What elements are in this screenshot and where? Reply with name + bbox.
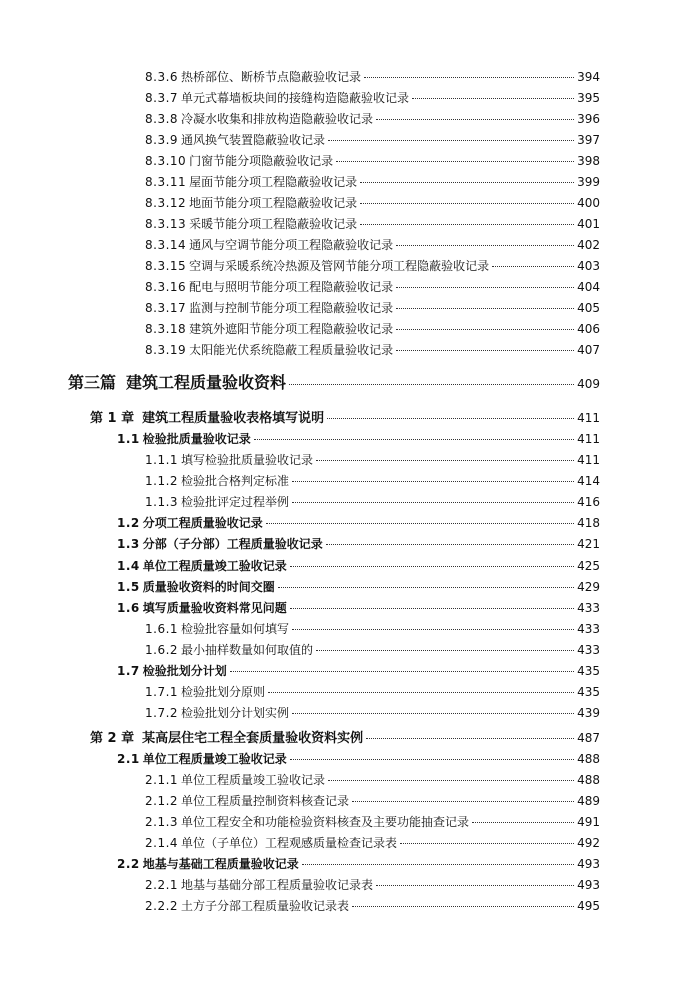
toc-entry[interactable] (145, 301, 600, 315)
entry-title: 单元式幕墙板块间的接缝构造隐蔽验收记录 (181, 91, 410, 105)
dot-leader (472, 822, 574, 823)
toc-entry[interactable] (145, 899, 600, 913)
dot-leader (292, 502, 574, 503)
toc-entry[interactable] (90, 731, 600, 746)
entry-title: 检验批划分原则 (181, 685, 266, 699)
dot-leader (268, 692, 574, 693)
page-number: 411 (577, 432, 600, 446)
toc-entry[interactable] (145, 175, 600, 189)
page-number: 404 (577, 280, 600, 294)
page-number: 433 (577, 622, 600, 636)
entry-title: 单位工程质量竣工验收记录 (181, 773, 326, 787)
page-number: 401 (577, 217, 600, 231)
entry-number: 1.6 (117, 601, 140, 615)
toc-entry[interactable] (68, 374, 600, 393)
dot-leader (302, 864, 574, 865)
dot-leader (292, 629, 574, 630)
page-number: 435 (577, 664, 600, 678)
entry-number: 1.2 (117, 516, 140, 530)
dot-leader (292, 481, 574, 482)
entry-number: 8.3.18 (145, 322, 187, 336)
entry-number: 第 1 章 (90, 411, 135, 426)
toc-entry[interactable] (145, 685, 600, 699)
dot-leader (352, 801, 574, 802)
entry-title: 检验批划分计划 (142, 664, 227, 678)
entry-title: 单位（子单位）工程观感质量检查记录表 (181, 836, 398, 850)
entry-number: 2.1.1 (145, 773, 179, 787)
entry-title: 检验批评定过程举例 (181, 495, 290, 509)
entry-number: 8.3.14 (145, 238, 187, 252)
entry-title: 填写质量验收资料常见问题 (142, 601, 287, 615)
page-number: 406 (577, 322, 600, 336)
entry-title: 土方子分部工程质量验收记录表 (181, 899, 350, 913)
page-number: 402 (577, 238, 600, 252)
dot-leader (396, 350, 574, 351)
entry-title: 地面节能分项工程隐蔽验收记录 (189, 196, 358, 210)
entry-title: 太阳能光伏系统隐蔽工程质量验收记录 (189, 343, 394, 357)
page-number: 433 (577, 601, 600, 615)
toc-entry[interactable] (117, 516, 600, 530)
dot-leader (316, 460, 574, 461)
entry-number: 1.7 (117, 664, 140, 678)
toc-entry[interactable] (90, 411, 600, 426)
page-number: 435 (577, 685, 600, 699)
entry-number: 2.1.3 (145, 815, 179, 829)
toc-entry[interactable] (145, 238, 600, 252)
entry-number: 8.3.16 (145, 280, 187, 294)
page-number: 396 (577, 112, 600, 126)
entry-title: 热桥部位、断桥节点隐蔽验收记录 (181, 70, 362, 84)
entry-number: 2.1.2 (145, 794, 179, 808)
dot-leader (364, 77, 574, 78)
page-number: 439 (577, 706, 600, 720)
dot-leader (360, 224, 574, 225)
toc-entry[interactable] (117, 580, 600, 594)
entry-number: 8.3.15 (145, 259, 187, 273)
dot-leader (326, 544, 574, 545)
toc-entry[interactable] (117, 432, 600, 446)
entry-number: 2.2.2 (145, 899, 179, 913)
toc-entry[interactable] (145, 133, 600, 147)
toc-entry[interactable] (145, 112, 600, 126)
entry-title: 检验批质量验收记录 (142, 432, 251, 446)
toc-entry[interactable] (145, 70, 600, 84)
entry-number: 1.3 (117, 537, 140, 551)
entry-number: 8.3.13 (145, 217, 187, 231)
entry-title: 质量验收资料的时间交圈 (142, 580, 275, 594)
entry-number: 第 2 章 (90, 731, 135, 746)
page-number: 403 (577, 259, 600, 273)
entry-title: 单位工程质量控制资料核查记录 (181, 794, 350, 808)
entry-number: 8.3.7 (145, 91, 179, 105)
entry-title: 单位工程质量竣工验收记录 (142, 559, 287, 573)
toc-entry[interactable] (145, 280, 600, 294)
page-number: 400 (577, 196, 600, 210)
dot-leader (396, 287, 574, 288)
entry-number: 1.6.2 (145, 643, 179, 657)
dot-leader (360, 182, 574, 183)
dot-leader (396, 245, 574, 246)
dot-leader (290, 759, 574, 760)
entry-number: 1.4 (117, 559, 140, 573)
toc-entry[interactable] (145, 622, 600, 636)
dot-leader (376, 119, 574, 120)
dot-leader (376, 885, 574, 886)
page-number: 493 (577, 878, 600, 892)
entry-title: 冷凝水收集和排放构造隐蔽验收记录 (181, 112, 374, 126)
page-number: 416 (577, 495, 600, 509)
toc-entry[interactable] (145, 259, 600, 273)
dot-leader (328, 780, 574, 781)
dot-leader (316, 650, 574, 651)
dot-leader (400, 843, 574, 844)
dot-leader (266, 523, 574, 524)
dot-leader (352, 906, 574, 907)
page-number: 411 (577, 411, 600, 425)
entry-number: 2.2 (117, 857, 140, 871)
dot-leader (360, 203, 574, 204)
entry-title: 门窗节能分项隐蔽验收记录 (189, 154, 334, 168)
toc-entry[interactable] (145, 794, 600, 808)
toc-entry[interactable] (145, 773, 600, 787)
entry-title: 单位工程安全和功能检验资料核查及主要功能抽查记录 (181, 815, 470, 829)
toc-entry[interactable] (145, 91, 600, 105)
dot-leader (412, 98, 574, 99)
dot-leader (289, 384, 574, 385)
entry-title: 采暖节能分项工程隐蔽验收记录 (189, 217, 358, 231)
entry-number: 2.2.1 (145, 878, 179, 892)
toc-entry[interactable] (117, 664, 600, 678)
entry-number: 8.3.11 (145, 175, 187, 189)
dot-leader (366, 738, 574, 739)
dot-leader (230, 671, 574, 672)
entry-number: 1.7.2 (145, 706, 179, 720)
dot-leader (336, 161, 574, 162)
page-number: 411 (577, 453, 600, 467)
toc-entry[interactable] (145, 217, 600, 231)
entry-number: 8.3.19 (145, 343, 187, 357)
toc-entry[interactable] (145, 815, 600, 829)
entry-title: 通风与空调节能分项工程隐蔽验收记录 (189, 238, 394, 252)
entry-title: 建筑工程质量验收表格填写说明 (142, 411, 325, 426)
toc-entry[interactable] (145, 706, 600, 720)
toc-entry[interactable] (117, 857, 600, 871)
page-number: 407 (577, 343, 600, 357)
entry-title: 检验批容量如何填写 (181, 622, 290, 636)
page-number: 414 (577, 474, 600, 488)
entry-number: 2.1.4 (145, 836, 179, 850)
entry-title: 配电与照明节能分项工程隐蔽验收记录 (189, 280, 394, 294)
page-number: 425 (577, 559, 600, 573)
toc-entry[interactable] (145, 643, 600, 657)
entry-title: 空调与采暖系统冷热源及管网节能分项工程隐蔽验收记录 (189, 259, 490, 273)
entry-title: 分部（子分部）工程质量验收记录 (142, 537, 323, 551)
page-number: 395 (577, 91, 600, 105)
toc-entry[interactable] (145, 322, 600, 336)
entry-number: 1.5 (117, 580, 140, 594)
entry-number: 1.1.2 (145, 474, 179, 488)
dot-leader (254, 439, 574, 440)
page-number: 394 (577, 70, 600, 84)
entry-title: 屋面节能分项工程隐蔽验收记录 (189, 175, 358, 189)
page-number: 433 (577, 643, 600, 657)
page-number: 491 (577, 815, 600, 829)
entry-title: 建筑外遮阳节能分项工程隐蔽验收记录 (189, 322, 394, 336)
page-number: 429 (577, 580, 600, 594)
entry-title: 填写检验批质量验收记录 (181, 453, 314, 467)
toc-entry[interactable] (145, 196, 600, 210)
page-number: 418 (577, 516, 600, 530)
entry-title: 建筑工程质量验收资料 (126, 373, 287, 392)
entry-title: 分项工程质量验收记录 (142, 516, 263, 530)
entry-title: 地基与基础分部工程质量验收记录表 (181, 878, 374, 892)
entry-title: 最小抽样数量如何取值的 (181, 643, 314, 657)
entry-number: 8.3.10 (145, 154, 187, 168)
entry-number: 1.1.3 (145, 495, 179, 509)
entry-title: 通风换气装置隐蔽验收记录 (181, 133, 326, 147)
entry-number: 1.7.1 (145, 685, 179, 699)
page-number: 488 (577, 752, 600, 766)
toc-entry[interactable] (145, 836, 600, 850)
entry-number: 8.3.6 (145, 70, 179, 84)
dot-leader (328, 140, 574, 141)
entry-title: 某高层住宅工程全套质量验收资料实例 (142, 731, 364, 746)
entry-number: 1.1.1 (145, 453, 179, 467)
dot-leader (292, 713, 574, 714)
dot-leader (278, 587, 574, 588)
dot-leader (327, 418, 574, 419)
page-number: 397 (577, 133, 600, 147)
dot-leader (290, 566, 574, 567)
toc-entry[interactable] (117, 752, 600, 766)
page-number: 421 (577, 537, 600, 551)
toc-entry[interactable] (145, 878, 600, 892)
entry-title: 检验批划分计划实例 (181, 706, 290, 720)
entry-title: 地基与基础工程质量验收记录 (142, 857, 299, 871)
entry-title: 监测与控制节能分项工程隐蔽验收记录 (189, 301, 394, 315)
toc-entry[interactable] (117, 537, 600, 551)
toc-entry[interactable] (145, 495, 600, 509)
entry-title: 单位工程质量竣工验收记录 (142, 752, 287, 766)
entry-number: 8.3.8 (145, 112, 179, 126)
entry-number: 第三篇 (68, 373, 117, 392)
page-number: 487 (577, 731, 600, 745)
entry-number: 1.6.1 (145, 622, 179, 636)
toc-entry[interactable] (145, 154, 600, 168)
toc-entry[interactable] (145, 453, 600, 467)
page-number: 409 (577, 377, 600, 391)
page-number: 493 (577, 857, 600, 871)
toc-entry[interactable] (145, 343, 600, 357)
dot-leader (396, 329, 574, 330)
page-number: 492 (577, 836, 600, 850)
dot-leader (396, 308, 574, 309)
page-number: 399 (577, 175, 600, 189)
toc-entry[interactable] (117, 601, 600, 615)
page-number: 489 (577, 794, 600, 808)
entry-number: 8.3.12 (145, 196, 187, 210)
entry-number: 8.3.17 (145, 301, 187, 315)
page-number: 495 (577, 899, 600, 913)
entry-number: 2.1 (117, 752, 140, 766)
page-number: 405 (577, 301, 600, 315)
dot-leader (492, 266, 574, 267)
entry-number: 1.1 (117, 432, 140, 446)
toc-entry[interactable] (145, 474, 600, 488)
entry-title: 检验批合格判定标准 (181, 474, 290, 488)
page-number: 488 (577, 773, 600, 787)
toc-entry[interactable] (117, 559, 600, 573)
dot-leader (290, 608, 574, 609)
entry-number: 8.3.9 (145, 133, 179, 147)
page-number: 398 (577, 154, 600, 168)
